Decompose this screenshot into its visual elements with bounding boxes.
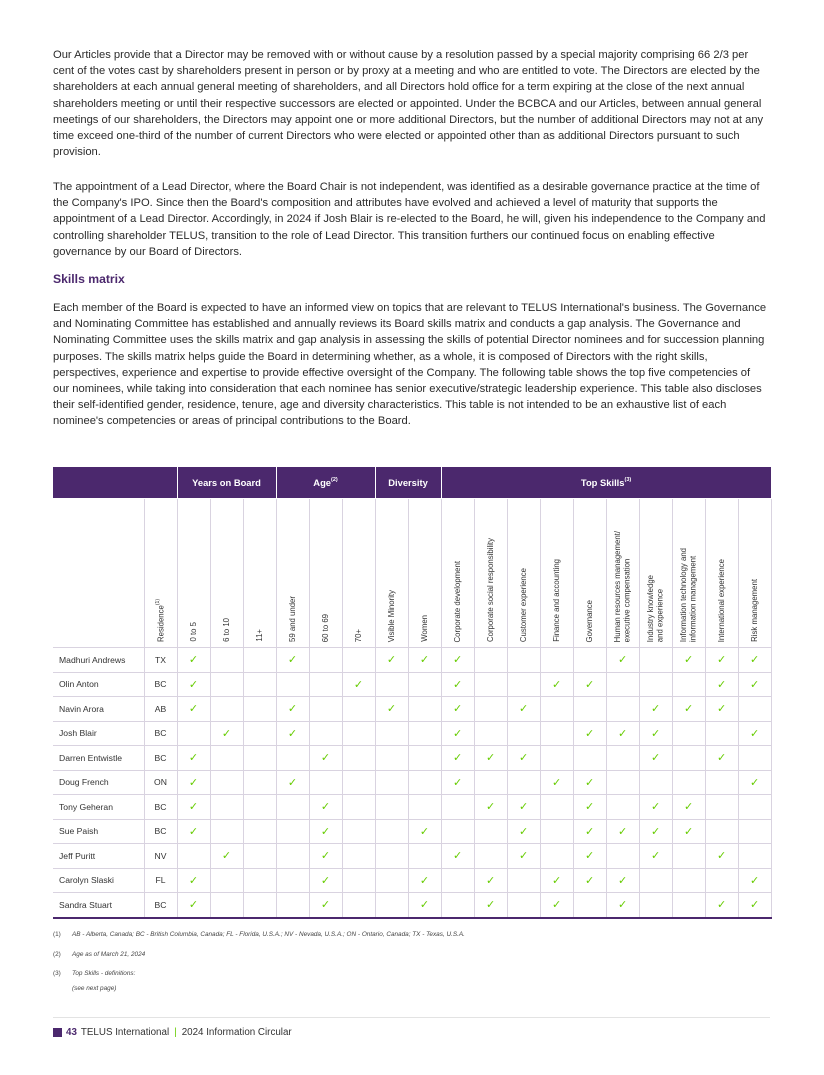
check-icon: ✓ bbox=[639, 746, 672, 771]
check-icon: ✓ bbox=[474, 893, 507, 918]
check-icon: ✓ bbox=[705, 844, 738, 869]
check-icon: ✓ bbox=[177, 819, 210, 844]
director-residence: FL bbox=[144, 868, 177, 893]
empty-cell bbox=[540, 819, 573, 844]
check-icon: ✓ bbox=[441, 672, 474, 697]
check-icon: ✓ bbox=[672, 819, 705, 844]
empty-cell bbox=[441, 819, 474, 844]
check-icon: ✓ bbox=[639, 819, 672, 844]
check-icon: ✓ bbox=[639, 697, 672, 722]
empty-cell bbox=[672, 893, 705, 918]
empty-cell bbox=[342, 746, 375, 771]
column-header-name bbox=[53, 499, 144, 648]
director-residence: BC bbox=[144, 672, 177, 697]
paragraph-lead-director: The appointment of a Lead Director, where the Board Chair is not independent, was identified as a desirable governance practice at the time of the Company's IPO. Since then the Board's composition and attributes have evolved and achieved a level of maturity that supports the appointment of a Lead Director. Accordingly, in 2024 if Josh Blair is re-elected to the Board, he will, given his independence to the Company and controlling shareholder TELUS, transition to the role of Lead Director. This transition furthers our continued focus on enabling effective governance by our Board of Directors. bbox=[53, 181, 766, 258]
empty-cell bbox=[243, 868, 276, 893]
empty-cell bbox=[375, 795, 408, 820]
empty-cell bbox=[243, 819, 276, 844]
empty-cell bbox=[474, 672, 507, 697]
empty-cell bbox=[606, 795, 639, 820]
empty-cell bbox=[672, 721, 705, 746]
check-icon: ✓ bbox=[375, 648, 408, 673]
group-header-top-skills: Top Skills$^{(3)}$ bbox=[441, 467, 771, 499]
empty-cell bbox=[408, 746, 441, 771]
empty-cell bbox=[243, 746, 276, 771]
check-icon: ✓ bbox=[540, 868, 573, 893]
empty-cell bbox=[243, 770, 276, 795]
empty-cell bbox=[474, 721, 507, 746]
empty-cell bbox=[276, 672, 309, 697]
check-icon: ✓ bbox=[705, 697, 738, 722]
director-residence: ON bbox=[144, 770, 177, 795]
column-header-corporate-social-responsibility: Corporate social responsibility bbox=[474, 499, 507, 648]
empty-cell bbox=[540, 795, 573, 820]
footnote-3-continuation: (see next page) bbox=[72, 985, 117, 992]
empty-cell bbox=[243, 721, 276, 746]
check-icon: ✓ bbox=[540, 770, 573, 795]
empty-cell bbox=[573, 746, 606, 771]
empty-cell bbox=[375, 893, 408, 918]
empty-cell bbox=[210, 697, 243, 722]
empty-cell bbox=[408, 770, 441, 795]
director-residence: TX bbox=[144, 648, 177, 673]
check-icon: ✓ bbox=[177, 648, 210, 673]
empty-cell bbox=[738, 746, 771, 771]
empty-cell bbox=[375, 721, 408, 746]
footer-square-icon bbox=[53, 1028, 62, 1037]
table-row bbox=[53, 795, 771, 820]
empty-cell bbox=[672, 844, 705, 869]
check-icon: ✓ bbox=[177, 893, 210, 918]
empty-cell bbox=[342, 770, 375, 795]
empty-cell bbox=[276, 893, 309, 918]
check-icon: ✓ bbox=[408, 819, 441, 844]
director-name: Sandra Stuart bbox=[53, 893, 144, 918]
table-row bbox=[53, 819, 771, 844]
empty-cell bbox=[441, 795, 474, 820]
column-header-information-technology: Information technology and information management bbox=[672, 499, 705, 648]
empty-cell bbox=[309, 721, 342, 746]
empty-cell bbox=[375, 770, 408, 795]
check-icon: ✓ bbox=[177, 746, 210, 771]
skills-matrix-table bbox=[53, 467, 772, 919]
empty-cell bbox=[573, 648, 606, 673]
empty-cell bbox=[507, 770, 540, 795]
empty-cell bbox=[540, 746, 573, 771]
check-icon: ✓ bbox=[606, 648, 639, 673]
check-icon: ✓ bbox=[309, 868, 342, 893]
group-header-blank bbox=[53, 467, 177, 499]
empty-cell bbox=[243, 795, 276, 820]
empty-cell bbox=[210, 893, 243, 918]
column-header-human-resources: Human resources management/ executive compensation bbox=[606, 499, 639, 648]
empty-cell bbox=[243, 844, 276, 869]
check-icon: ✓ bbox=[441, 697, 474, 722]
director-residence: NV bbox=[144, 844, 177, 869]
empty-cell bbox=[375, 819, 408, 844]
check-icon: ✓ bbox=[309, 746, 342, 771]
check-icon: ✓ bbox=[606, 868, 639, 893]
empty-cell bbox=[276, 844, 309, 869]
skills-matrix-body bbox=[53, 648, 771, 918]
check-icon: ✓ bbox=[672, 648, 705, 673]
footer-divider bbox=[53, 1017, 770, 1018]
check-icon: ✓ bbox=[408, 868, 441, 893]
empty-cell bbox=[276, 795, 309, 820]
column-header-industry-knowledge: Industry knowledge and experience bbox=[639, 499, 672, 648]
empty-cell bbox=[474, 648, 507, 673]
empty-cell bbox=[342, 795, 375, 820]
empty-cell bbox=[342, 819, 375, 844]
empty-cell bbox=[243, 672, 276, 697]
check-icon: ✓ bbox=[738, 648, 771, 673]
empty-cell bbox=[342, 844, 375, 869]
group-header-years: Years on Board bbox=[177, 467, 276, 499]
director-name: Darren Entwistle bbox=[53, 746, 144, 771]
check-icon: ✓ bbox=[309, 844, 342, 869]
empty-cell bbox=[672, 746, 705, 771]
check-icon: ✓ bbox=[507, 844, 540, 869]
group-header-row bbox=[53, 467, 771, 499]
empty-cell bbox=[507, 721, 540, 746]
director-name: Carolyn Slaski bbox=[53, 868, 144, 893]
check-icon: ✓ bbox=[606, 893, 639, 918]
check-icon: ✓ bbox=[276, 721, 309, 746]
check-icon: ✓ bbox=[474, 746, 507, 771]
group-header-age: Age$^{(2)}$ bbox=[276, 467, 375, 499]
empty-cell bbox=[375, 746, 408, 771]
check-icon: ✓ bbox=[738, 893, 771, 918]
empty-cell bbox=[573, 697, 606, 722]
director-residence: AB bbox=[144, 697, 177, 722]
check-icon: ✓ bbox=[177, 697, 210, 722]
empty-cell bbox=[639, 770, 672, 795]
empty-cell bbox=[441, 893, 474, 918]
empty-cell bbox=[540, 697, 573, 722]
check-icon: ✓ bbox=[441, 746, 474, 771]
check-icon: ✓ bbox=[573, 819, 606, 844]
check-icon: ✓ bbox=[474, 868, 507, 893]
footer-separator: | bbox=[174, 1027, 177, 1038]
empty-cell bbox=[210, 868, 243, 893]
director-residence: BC bbox=[144, 893, 177, 918]
table-row bbox=[53, 672, 771, 697]
check-icon: ✓ bbox=[738, 868, 771, 893]
table-row bbox=[53, 648, 771, 673]
column-header-age-60-69: 60 to 69 bbox=[309, 499, 342, 648]
empty-cell bbox=[243, 893, 276, 918]
empty-cell bbox=[639, 672, 672, 697]
column-header-visible-minority: Visible Minority bbox=[375, 499, 408, 648]
empty-cell bbox=[639, 648, 672, 673]
footnote-1: (1) AB - Alberta, Canada; BC - British Columbia, Canada; FL - Florida, U.S.A.; NV - Nevada, U.S.A.; ON - Ontario, Canada; TX - Texas, U.S.A. bbox=[53, 931, 465, 938]
column-header-years-6-10: 6 to 10 bbox=[210, 499, 243, 648]
empty-cell bbox=[606, 697, 639, 722]
empty-cell bbox=[342, 893, 375, 918]
empty-cell bbox=[375, 844, 408, 869]
director-name: Madhuri Andrews bbox=[53, 648, 144, 673]
empty-cell bbox=[441, 868, 474, 893]
check-icon: ✓ bbox=[705, 672, 738, 697]
check-icon: ✓ bbox=[738, 672, 771, 697]
check-icon: ✓ bbox=[672, 697, 705, 722]
check-icon: ✓ bbox=[441, 844, 474, 869]
check-icon: ✓ bbox=[573, 672, 606, 697]
empty-cell bbox=[474, 770, 507, 795]
empty-cell bbox=[639, 893, 672, 918]
director-name: Doug French bbox=[53, 770, 144, 795]
check-icon: ✓ bbox=[606, 721, 639, 746]
empty-cell bbox=[342, 648, 375, 673]
check-icon: ✓ bbox=[177, 795, 210, 820]
empty-cell bbox=[408, 844, 441, 869]
empty-cell bbox=[705, 721, 738, 746]
check-icon: ✓ bbox=[639, 721, 672, 746]
table-row bbox=[53, 770, 771, 795]
check-icon: ✓ bbox=[210, 844, 243, 869]
check-icon: ✓ bbox=[540, 893, 573, 918]
director-residence: BC bbox=[144, 795, 177, 820]
empty-cell bbox=[474, 844, 507, 869]
empty-cell bbox=[606, 770, 639, 795]
column-header-age-70-plus: 70+ bbox=[342, 499, 375, 648]
check-icon: ✓ bbox=[342, 672, 375, 697]
footer-company: TELUS International bbox=[80, 1027, 170, 1038]
check-icon: ✓ bbox=[705, 648, 738, 673]
empty-cell bbox=[243, 648, 276, 673]
empty-cell bbox=[210, 746, 243, 771]
check-icon: ✓ bbox=[639, 844, 672, 869]
column-header-governance: Governance bbox=[573, 499, 606, 648]
column-header-international-experience: International experience bbox=[705, 499, 738, 648]
check-icon: ✓ bbox=[705, 893, 738, 918]
check-icon: ✓ bbox=[441, 721, 474, 746]
check-icon: ✓ bbox=[408, 893, 441, 918]
empty-cell bbox=[177, 844, 210, 869]
empty-cell bbox=[309, 648, 342, 673]
footer-document-title: 2024 Information Circular bbox=[181, 1027, 292, 1038]
empty-cell bbox=[507, 893, 540, 918]
empty-cell bbox=[309, 697, 342, 722]
empty-cell bbox=[276, 746, 309, 771]
footnote-3: (3) Top Skills - definitions: bbox=[53, 970, 136, 977]
check-icon: ✓ bbox=[573, 868, 606, 893]
check-icon: ✓ bbox=[738, 721, 771, 746]
empty-cell bbox=[342, 721, 375, 746]
check-icon: ✓ bbox=[705, 746, 738, 771]
empty-cell bbox=[606, 844, 639, 869]
column-header-customer-experience: Customer experience bbox=[507, 499, 540, 648]
column-header-finance-accounting: Finance and accounting bbox=[540, 499, 573, 648]
check-icon: ✓ bbox=[441, 648, 474, 673]
empty-cell bbox=[606, 746, 639, 771]
check-icon: ✓ bbox=[507, 746, 540, 771]
check-icon: ✓ bbox=[639, 795, 672, 820]
empty-cell bbox=[738, 844, 771, 869]
check-icon: ✓ bbox=[540, 672, 573, 697]
check-icon: ✓ bbox=[276, 697, 309, 722]
section-heading-skills-matrix: Skills matrix bbox=[53, 272, 125, 286]
check-icon: ✓ bbox=[276, 648, 309, 673]
empty-cell bbox=[210, 795, 243, 820]
paragraph-director-removal: Our Articles provide that a Director may be removed with or without cause by a resolution passed by a special majority comprising 66 2/3 per cent of the votes cast by shareholders present in person or by proxy at a meeting and who are entitled to vote. The Directors are elected by the shareholders at each annual general meeting of shareholders, and all Directors hold office for a term expiring at the close of the next annual shareholders meeting or until their respective successors are elected or appointed. Under the BCBCA and our Articles, between annual general meetings of our shareholders, the Directors may appoint one or more additional Directors, but the number of additional Directors may not at any time exceed one-third of the number of current Directors who were elected or appointed other than as additional Directors pursuant to such provision. bbox=[53, 49, 764, 159]
check-icon: ✓ bbox=[573, 770, 606, 795]
check-icon: ✓ bbox=[474, 795, 507, 820]
empty-cell bbox=[705, 819, 738, 844]
director-name: Josh Blair bbox=[53, 721, 144, 746]
empty-cell bbox=[672, 672, 705, 697]
check-icon: ✓ bbox=[276, 770, 309, 795]
empty-cell bbox=[606, 672, 639, 697]
director-name: Tony Geheran bbox=[53, 795, 144, 820]
director-name: Jeff Puritt bbox=[53, 844, 144, 869]
empty-cell bbox=[705, 868, 738, 893]
table-row bbox=[53, 697, 771, 722]
check-icon: ✓ bbox=[573, 721, 606, 746]
empty-cell bbox=[540, 721, 573, 746]
director-residence: BC bbox=[144, 819, 177, 844]
check-icon: ✓ bbox=[573, 795, 606, 820]
empty-cell bbox=[342, 868, 375, 893]
director-residence: BC bbox=[144, 746, 177, 771]
check-icon: ✓ bbox=[507, 819, 540, 844]
empty-cell bbox=[507, 648, 540, 673]
director-residence: BC bbox=[144, 721, 177, 746]
empty-cell bbox=[177, 721, 210, 746]
empty-cell bbox=[210, 770, 243, 795]
empty-cell bbox=[309, 672, 342, 697]
empty-cell bbox=[672, 770, 705, 795]
empty-cell bbox=[408, 697, 441, 722]
empty-cell bbox=[210, 648, 243, 673]
empty-cell bbox=[210, 819, 243, 844]
director-name: Olin Anton bbox=[53, 672, 144, 697]
table-row bbox=[53, 844, 771, 869]
check-icon: ✓ bbox=[507, 795, 540, 820]
empty-cell bbox=[375, 868, 408, 893]
director-name: Sue Paish bbox=[53, 819, 144, 844]
empty-cell bbox=[540, 648, 573, 673]
empty-cell bbox=[738, 819, 771, 844]
empty-cell bbox=[243, 697, 276, 722]
column-header-row bbox=[53, 499, 771, 648]
column-header-risk-management: Risk management bbox=[738, 499, 771, 648]
column-header-women: Women bbox=[408, 499, 441, 648]
empty-cell bbox=[408, 672, 441, 697]
column-header-years-11-plus: 11+ bbox=[243, 499, 276, 648]
empty-cell bbox=[540, 844, 573, 869]
check-icon: ✓ bbox=[672, 795, 705, 820]
check-icon: ✓ bbox=[309, 893, 342, 918]
empty-cell bbox=[639, 868, 672, 893]
table-row bbox=[53, 868, 771, 893]
empty-cell bbox=[573, 893, 606, 918]
column-header-residence: Residence$^{(1)}$ bbox=[144, 499, 177, 648]
empty-cell bbox=[276, 868, 309, 893]
empty-cell bbox=[507, 672, 540, 697]
check-icon: ✓ bbox=[441, 770, 474, 795]
empty-cell bbox=[507, 868, 540, 893]
page-number: 43 bbox=[66, 1027, 77, 1038]
empty-cell bbox=[375, 672, 408, 697]
table-row bbox=[53, 721, 771, 746]
empty-cell bbox=[408, 721, 441, 746]
paragraph-skills-matrix: Each member of the Board is expected to have an informed view on topics that are relevant to TELUS International's business. The Governance and Nominating Committee has established and annually reviews its Board skills matrix and conducts a gap analysis. The Governance and Nominating Committee uses the skills matrix and gap analysis in assessing the skills of potential Director nominees and for succession planning purposes. The skills matrix helps guide the Board in determining whether, as a whole, it is composed of Directors with the right skills, perspectives, experience and expertise to provide effective oversight of the Company. The following table shows the top five competencies of our nominees, while taking into consideration that each nominee has senior executive/strategic leadership experience. This table also discloses their self-identified gender, residence, tenure, age and diversity characteristics. This table is not intended to be an exhaustive list of each nominee's competencies or areas of principal contributions to the Board. bbox=[53, 302, 767, 428]
check-icon: ✓ bbox=[309, 795, 342, 820]
empty-cell bbox=[705, 770, 738, 795]
check-icon: ✓ bbox=[177, 868, 210, 893]
empty-cell bbox=[705, 795, 738, 820]
table-row bbox=[53, 746, 771, 771]
empty-cell bbox=[474, 819, 507, 844]
check-icon: ✓ bbox=[210, 721, 243, 746]
check-icon: ✓ bbox=[606, 819, 639, 844]
column-header-years-0-5: 0 to 5 bbox=[177, 499, 210, 648]
empty-cell bbox=[738, 795, 771, 820]
check-icon: ✓ bbox=[507, 697, 540, 722]
empty-cell bbox=[474, 697, 507, 722]
check-icon: ✓ bbox=[177, 672, 210, 697]
check-icon: ✓ bbox=[573, 844, 606, 869]
empty-cell bbox=[210, 672, 243, 697]
column-header-age-59-under: 59 and under bbox=[276, 499, 309, 648]
page-footer bbox=[53, 1027, 292, 1038]
column-header-corporate-development: Corporate development bbox=[441, 499, 474, 648]
director-name: Navin Arora bbox=[53, 697, 144, 722]
empty-cell bbox=[738, 697, 771, 722]
empty-cell bbox=[672, 868, 705, 893]
group-header-diversity: Diversity bbox=[375, 467, 441, 499]
empty-cell bbox=[408, 795, 441, 820]
table-row bbox=[53, 893, 771, 918]
check-icon: ✓ bbox=[375, 697, 408, 722]
footnote-2: (2) Age as of March 21, 2024 bbox=[53, 951, 146, 958]
check-icon: ✓ bbox=[309, 819, 342, 844]
check-icon: ✓ bbox=[408, 648, 441, 673]
check-icon: ✓ bbox=[738, 770, 771, 795]
check-icon: ✓ bbox=[177, 770, 210, 795]
empty-cell bbox=[276, 819, 309, 844]
empty-cell bbox=[342, 697, 375, 722]
empty-cell bbox=[309, 770, 342, 795]
